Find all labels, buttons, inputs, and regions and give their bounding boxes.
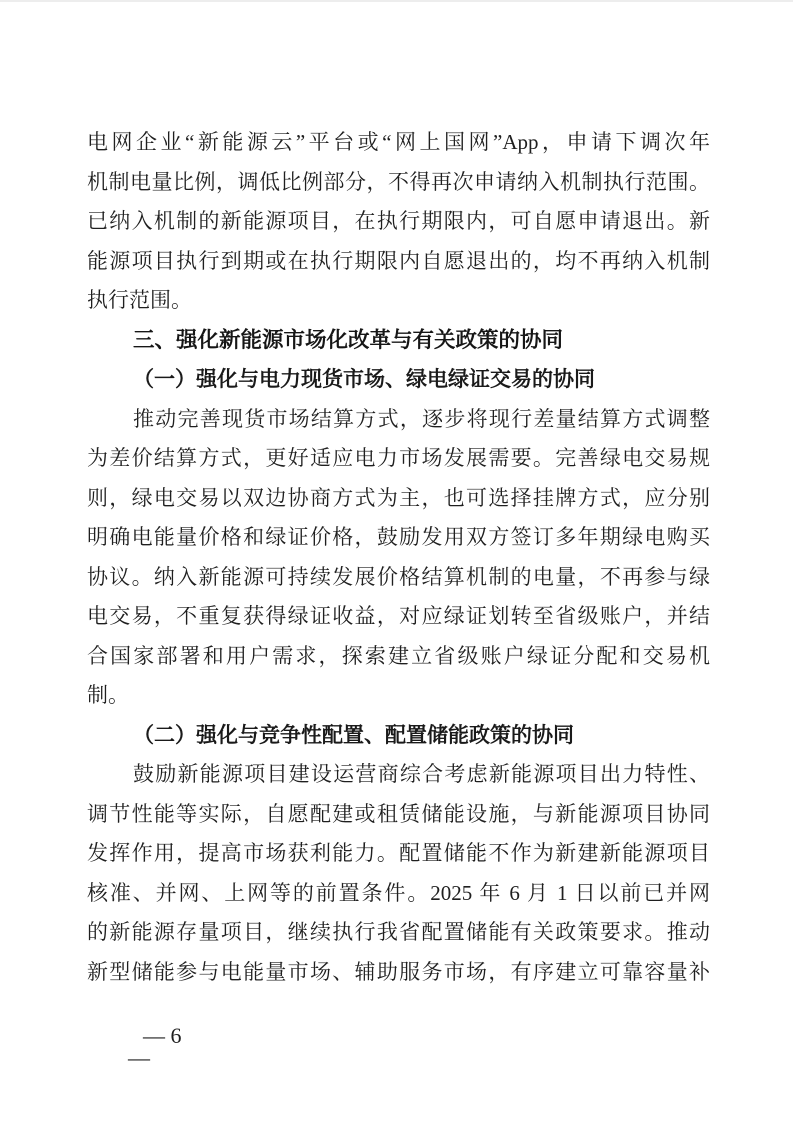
body-line: 推动完善现货市场结算方式，逐步将现行差量结算方式调整	[133, 406, 710, 431]
body-line: 电交易，不重复获得绿证收益，对应绿证划转至省级账户，并结	[87, 604, 710, 628]
body-line: 鼓励新能源项目建设运营商综合考虑新能源项目出力特性、	[133, 762, 710, 786]
body-line: 能源项目执行到期或在执行期限内自愿退出的，均不再纳入机制	[87, 248, 710, 273]
subsection-heading-2: （二）强化与竞争性配置、配置储能政策的协同	[133, 722, 574, 747]
body-line: 协议。纳入新能源可持续发展价格结算机制的电量，不再参与绿	[87, 564, 710, 589]
body-line: 核准、并网、上网等的前置条件。2025 年 6 月 1 日以前已并网	[87, 880, 710, 905]
document-body	[87, 123, 710, 992]
body-line: 执行范围。	[87, 288, 192, 312]
body-line: 调节性能等实际，自愿配建或租赁储能设施，与新能源项目协同	[87, 801, 710, 826]
body-line: 则，绿电交易以双边协商方式为主，也可选择挂牌方式，应分别	[87, 485, 710, 510]
page-number-marker: — 6	[143, 1023, 182, 1048]
subsection-heading-1: （一）强化与电力现货市场、绿电绿证交易的协同	[133, 367, 595, 391]
page-number-marker-wrapped-dash: —	[128, 1045, 150, 1070]
scan-edge-artifact	[0, 0, 793, 2]
body-line: 为差价结算方式，更好适应电力市场发展需要。完善绿电交易规	[87, 446, 710, 470]
body-line: 明确电能量价格和绿证价格，鼓励发用双方签订多年期绿电购买	[87, 525, 710, 549]
body-line: 已纳入机制的新能源项目，在执行期限内，可自愿申请退出。新	[87, 209, 710, 233]
body-line: 制。	[87, 683, 129, 707]
body-line: 的新能源存量项目，继续执行我省配置储能有关政策要求。推动	[87, 920, 710, 944]
body-line: 发挥作用，提高市场获利能力。配置储能不作为新建新能源项目	[87, 841, 710, 865]
body-line: 机制电量比例，调低比例部分，不得再次申请纳入机制执行范围。	[87, 169, 710, 194]
section-heading: 三、强化新能源市场化改革与有关政策的协同	[133, 327, 564, 352]
body-line: 新型储能参与电能量市场、辅助服务市场，有序建立可靠容量补	[87, 959, 710, 984]
body-line: 电网企业“新能源云”平台或“网上国网”App，申请下调次年	[87, 130, 710, 154]
body-line: 合国家部署和用户需求，探索建立省级账户绿证分配和交易机	[87, 643, 710, 668]
